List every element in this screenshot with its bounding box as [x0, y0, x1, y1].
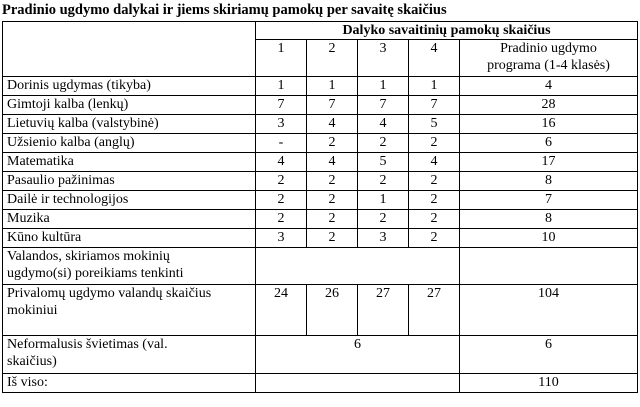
grade-header-3: 3 — [358, 40, 409, 77]
total-cell: 4 — [460, 77, 638, 96]
grade-cell: 4 — [358, 115, 409, 134]
grade-cell: 3 — [358, 229, 409, 248]
grade-cell: 2 — [409, 191, 460, 210]
table-row — [3, 210, 638, 229]
subject-cell: Matematika — [3, 153, 256, 172]
total-cell: 8 — [460, 210, 638, 229]
table-row — [3, 153, 638, 172]
table-row — [3, 115, 638, 134]
total-cell: 110 — [460, 374, 638, 393]
mandatory-label-line2: mokiniui — [7, 303, 58, 318]
grade-cell: 3 — [256, 229, 307, 248]
grade-cell: 2 — [307, 172, 358, 191]
grade-cell: 1 — [307, 77, 358, 96]
total-cell: 17 — [460, 153, 638, 172]
grade-header-4: 4 — [409, 40, 460, 77]
nonformal-grades-cell: 6 — [256, 336, 460, 374]
needs-row — [3, 248, 638, 285]
group-header: Dalyko savaitinių pamokų skaičius — [256, 22, 638, 40]
grade-cell: 2 — [256, 191, 307, 210]
total-cell: 10 — [460, 229, 638, 248]
subject-cell: Muzika — [3, 210, 256, 229]
grade-cell: 2 — [358, 134, 409, 153]
grade-cell: 3 — [256, 115, 307, 134]
grade-cell: 4 — [307, 153, 358, 172]
total-cell: 7 — [460, 191, 638, 210]
table-row — [3, 172, 638, 191]
subject-header-cell — [3, 22, 256, 77]
grade-cell: 2 — [307, 191, 358, 210]
grade-cell: 2 — [409, 210, 460, 229]
grade-cell: 24 — [256, 285, 307, 336]
table-row — [3, 134, 638, 153]
grade-cell: - — [256, 134, 307, 153]
table-row — [3, 77, 638, 96]
grade-cell: 2 — [256, 210, 307, 229]
table-row — [3, 229, 638, 248]
grade-cell: 5 — [358, 153, 409, 172]
subject-cell: Kūno kultūra — [3, 229, 256, 248]
subject-cell: Lietuvių kalba (valstybinė) — [3, 115, 256, 134]
grade-cell: 4 — [307, 115, 358, 134]
grade-cell: 7 — [256, 96, 307, 115]
subject-cell: Dorinis ugdymas (tikyba) — [3, 77, 256, 96]
program-header — [460, 40, 638, 77]
total-cell: 16 — [460, 115, 638, 134]
program-header-line1: Pradinio ugdymo — [500, 41, 597, 56]
subject-cell: Pasaulio pažinimas — [3, 172, 256, 191]
grade-cell: 4 — [409, 153, 460, 172]
grade-cell: 2 — [409, 172, 460, 191]
grade-header-2: 2 — [307, 40, 358, 77]
grade-cell: 2 — [409, 229, 460, 248]
grade-cell: 5 — [409, 115, 460, 134]
grade-cell: 2 — [256, 172, 307, 191]
needs-label — [3, 248, 256, 285]
nonformal-label-line1: Neformalusis švietimas (val. — [7, 337, 168, 352]
grand-total-row — [3, 374, 638, 393]
grade-header-1: 1 — [256, 40, 307, 77]
grade-cell: 2 — [358, 210, 409, 229]
table-title: Pradinio ugdymo dalykai ir jiems skiriamų pamokų per savaitę skaičius — [2, 2, 447, 18]
mandatory-label — [3, 285, 256, 336]
grade-cell: 7 — [409, 96, 460, 115]
curriculum-table — [2, 21, 638, 393]
grand-total-grades-cell — [256, 374, 460, 393]
mandatory-label-line1: Privalomų ugdymo valandų skaičius — [7, 286, 212, 301]
subject-cell: Gimtoji kalba (lenkų) — [3, 96, 256, 115]
table-row — [3, 191, 638, 210]
needs-grades-cell — [256, 248, 460, 285]
grade-cell: 27 — [358, 285, 409, 336]
grade-cell: 2 — [307, 210, 358, 229]
needs-total-cell — [460, 248, 638, 285]
needs-label-line2: ugdymo(si) poreikiams tenkinti — [7, 266, 184, 281]
needs-label-line1: Valandos, skiriamos mokinių — [7, 249, 170, 264]
nonformal-row — [3, 336, 638, 374]
nonformal-label — [3, 336, 256, 374]
mandatory-row — [3, 285, 638, 336]
table-row — [3, 96, 638, 115]
grade-cell: 1 — [409, 77, 460, 96]
total-cell: 8 — [460, 172, 638, 191]
grade-cell: 2 — [307, 134, 358, 153]
total-cell: 6 — [460, 134, 638, 153]
grade-cell: 27 — [409, 285, 460, 336]
header-row-group — [3, 22, 638, 40]
grade-cell: 1 — [358, 191, 409, 210]
nonformal-label-line2: skaičius) — [7, 354, 57, 369]
grade-cell: 4 — [256, 153, 307, 172]
program-header-line2: programa (1-4 klasės) — [487, 58, 610, 73]
total-cell: 104 — [460, 285, 638, 336]
grade-cell: 2 — [409, 134, 460, 153]
grade-cell: 2 — [358, 172, 409, 191]
grand-total-label: Iš viso: — [3, 374, 256, 393]
grade-cell: 2 — [307, 229, 358, 248]
total-cell: 28 — [460, 96, 638, 115]
grade-cell: 7 — [358, 96, 409, 115]
grade-cell: 26 — [307, 285, 358, 336]
total-cell: 6 — [460, 336, 638, 374]
subject-cell: Dailė ir technologijos — [3, 191, 256, 210]
subject-cell: Užsienio kalba (anglų) — [3, 134, 256, 153]
grade-cell: 1 — [358, 77, 409, 96]
grade-cell: 7 — [307, 96, 358, 115]
grade-cell: 1 — [256, 77, 307, 96]
